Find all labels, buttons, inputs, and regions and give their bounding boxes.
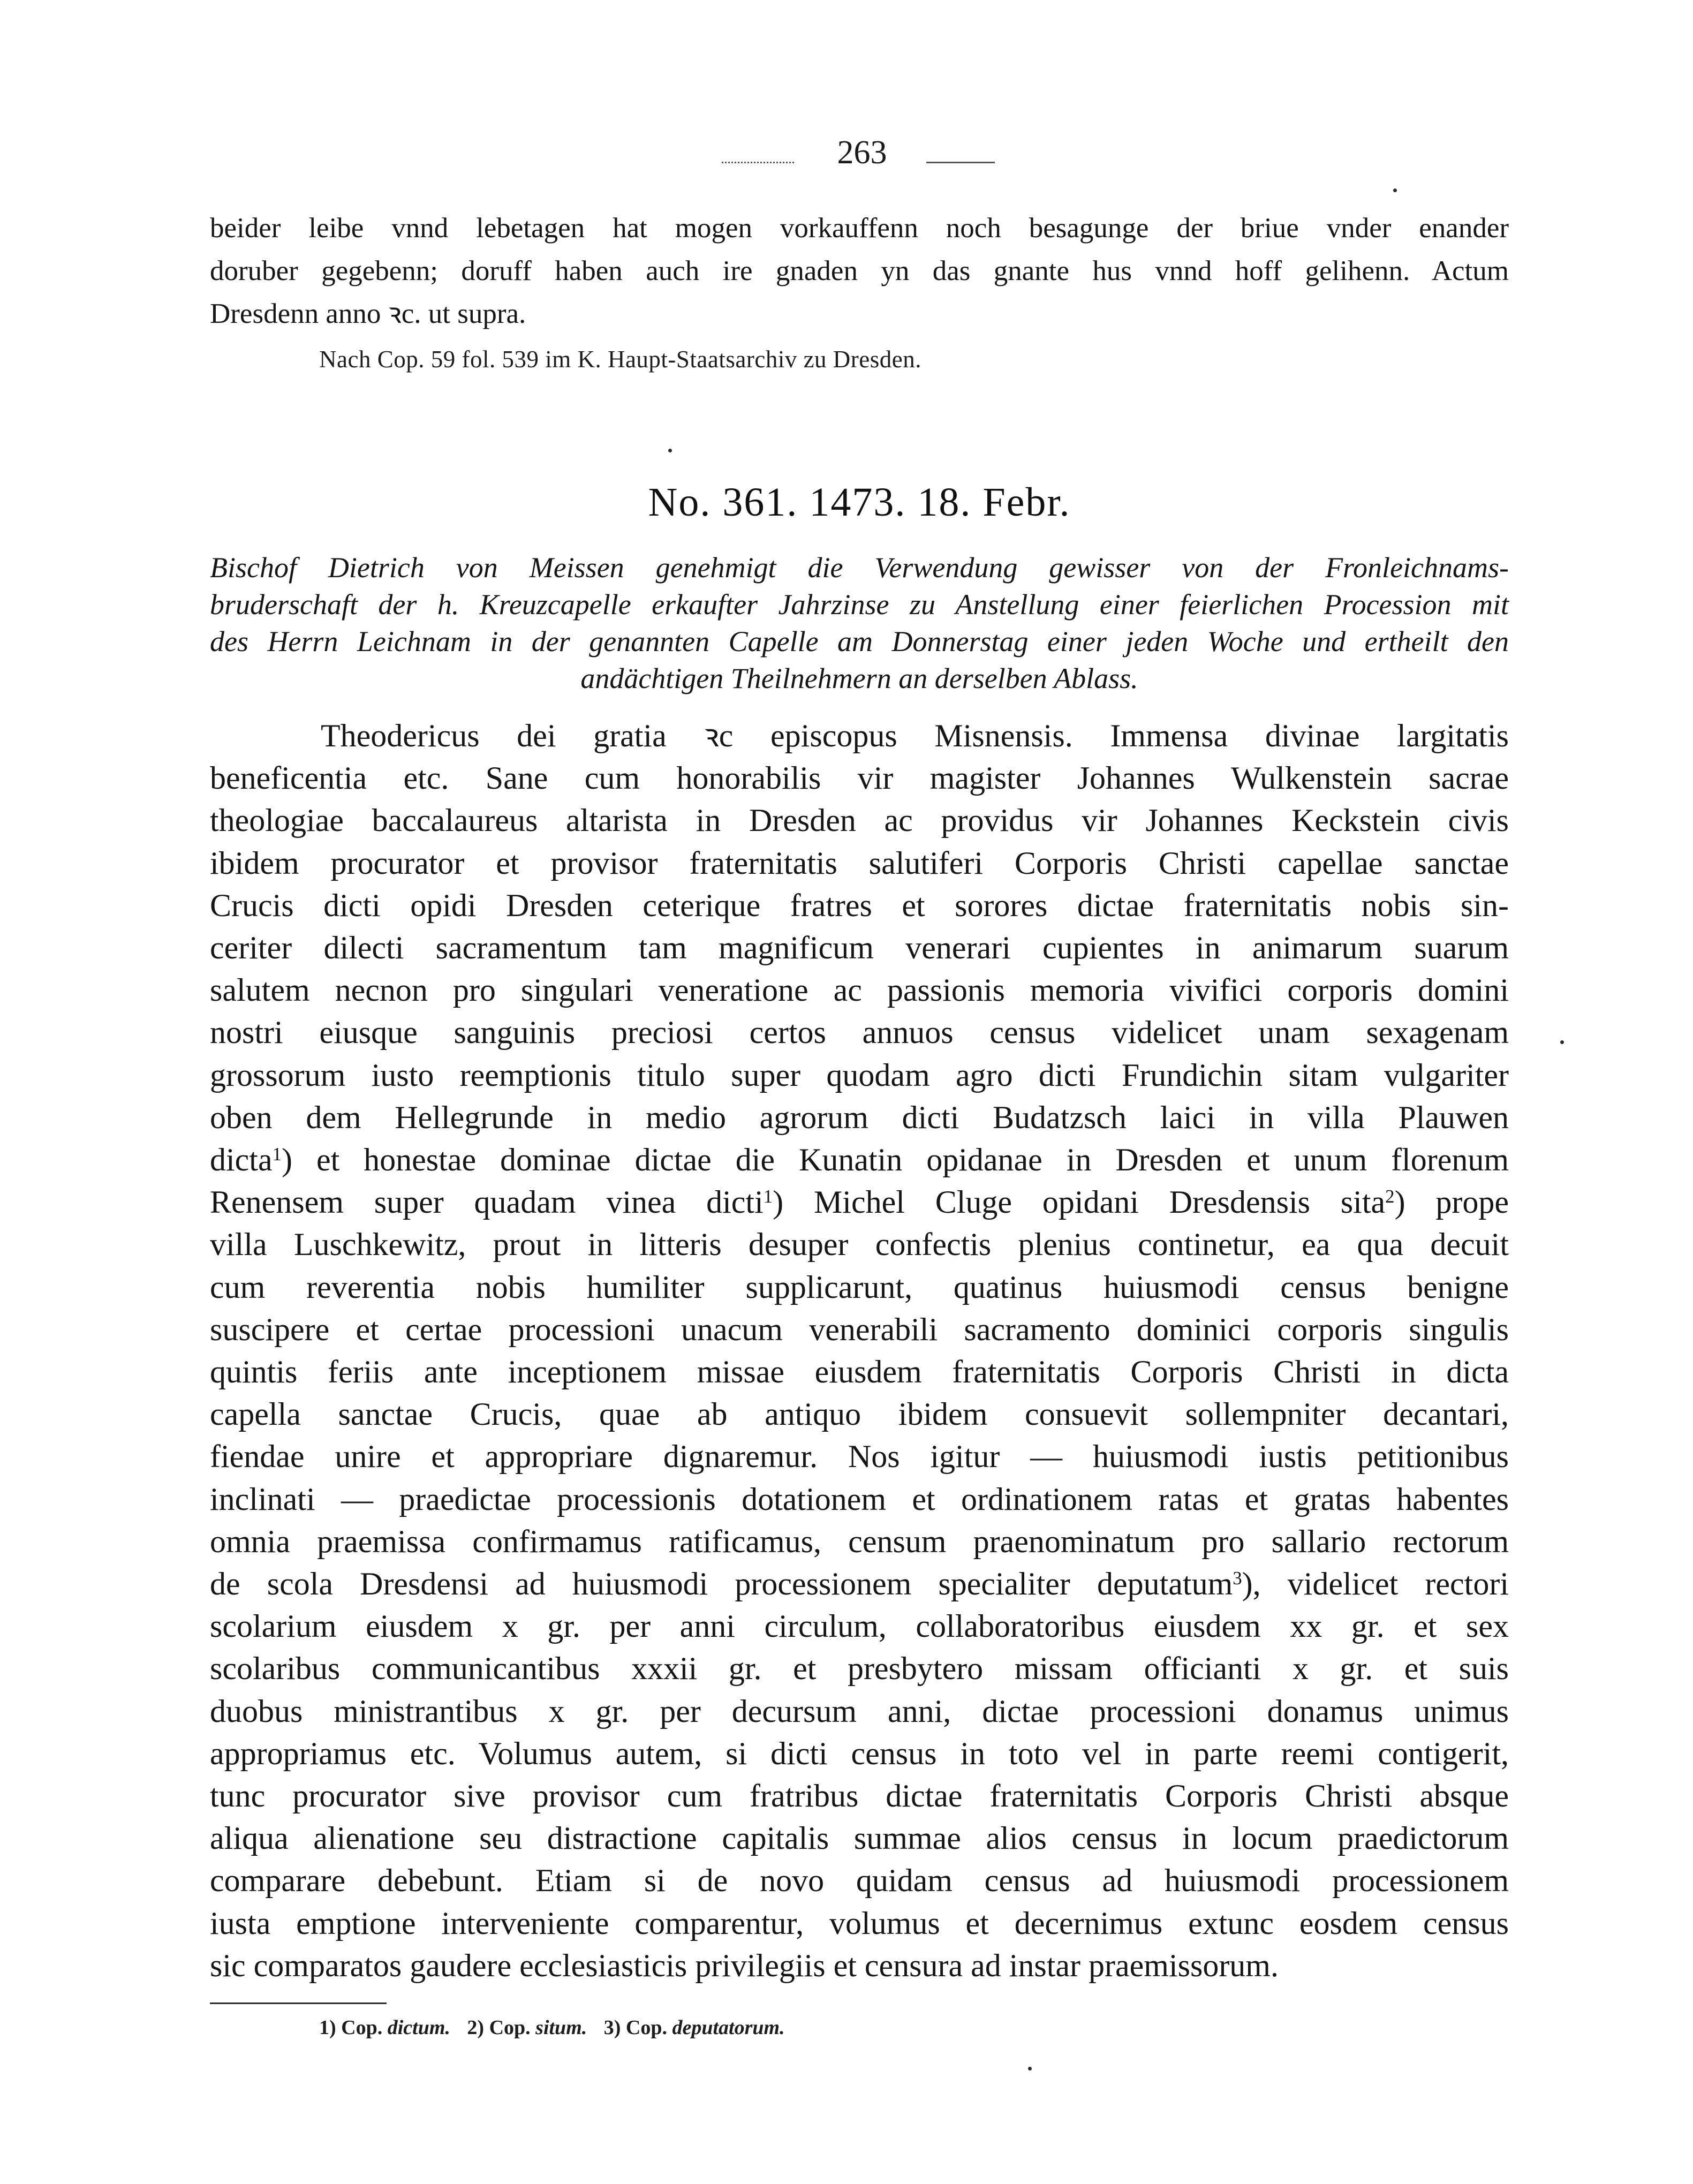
regest: [210, 549, 1509, 697]
footnote-marker: 3: [1233, 1567, 1242, 1589]
text-line: villa Luschkewitz, prout in litteris desuper confectis plenius continetur, ea qua decuit: [210, 1227, 1509, 1263]
footnote: [467, 2016, 587, 2039]
continuation-line: beider leibe vnnd lebetagen hat mogen vorkauffenn noch besagunge der briue vnder enander: [210, 213, 1509, 244]
footnote-label: 1) Cop.: [319, 2016, 383, 2039]
footnotes: [319, 2016, 797, 2039]
footnote-reading: deputatorum.: [672, 2016, 785, 2039]
footnote-label: 2) Cop.: [467, 2016, 531, 2039]
text-line: Renensem super quadam vinea dicti$^1$) Michel Cluge opidani Dresdensis sita$^2$) prope: [210, 1184, 1509, 1220]
text-line: omnia praemissa confirmamus ratificamus, censum praenominatum pro sallario rectorum: [210, 1523, 1509, 1559]
text-line: beneficentia etc. Sane cum honorabilis vir magister Johannes Wulkenstein sacrae: [210, 760, 1509, 796]
regest-line: Bischof Dietrich von Meissen genehmigt die Verwendung gewisser von der Fronleichnams-: [210, 551, 1509, 584]
header-rule-left: [722, 162, 794, 163]
text-line: fiendae unire et appropriare dignaremur. Nos igitur — huiusmodi iustis petitionibus: [210, 1439, 1509, 1475]
page-number: 263: [837, 134, 887, 171]
text-line: salutem necnon pro singulari veneratione ac passionis memoria vivifici corporis domini: [210, 972, 1509, 1008]
text-line: iusta emptione interveniente comparentur, volumus et decernimus extunc eosdem census: [210, 1905, 1509, 1941]
print-speck: [1560, 1040, 1564, 1044]
document-heading: No. 361. 1473. 18. Febr.: [648, 480, 1071, 525]
footnote-reading: situm.: [535, 2016, 587, 2039]
text-line: ibidem procurator et provisor fraternitatis salutiferi Corporis Christi capellae sanctae: [210, 845, 1509, 881]
text-line: cum reverentia nobis humiliter supplicarunt, quatinus huiusmodi census benigne: [210, 1269, 1509, 1305]
text-line: grossorum iusto reemptionis titulo super quodam agro dicti Frundichin sitam vulgariter: [210, 1057, 1509, 1093]
continuation-line: doruber gegebenn; doruff haben auch ire gnaden yn das gnante hus vnnd hoff gelihenn. Actum: [210, 255, 1509, 286]
footnote-marker: 2: [1385, 1186, 1395, 1207]
regest-line: andächtigen Theilnehmern an derselben Ablass.: [580, 662, 1138, 694]
text-line: Crucis dicti opidi Dresden ceterique fratres et sorores dictae fraternitatis nobis sin-: [210, 887, 1509, 923]
footnote-marker: 1: [763, 1186, 773, 1207]
print-speck: [1393, 188, 1397, 192]
text-line: nostri eiusque sanguinis preciosi certos annuos census videlicet unam sexagenam: [210, 1015, 1509, 1051]
text-line: de scola Dresdensi ad huiusmodi processionem specialiter deputatum$^3$), videlicet rectori: [210, 1566, 1509, 1602]
text-line: scolaribus communicantibus xxxii gr. et presbytero missam officianti x gr. et suis: [210, 1651, 1509, 1687]
footnote: [319, 2016, 450, 2039]
regest-line: des Herrn Leichnam in der genannten Capelle am Donnerstag einer jeden Woche und ertheilt den: [210, 625, 1509, 658]
text-line: tunc procurator sive provisor cum fratribus dictae fraternitatis Corporis Christi absque: [210, 1778, 1509, 1814]
text-line: oben dem Hellegrunde in medio agrorum dicti Budatzsch laici in villa Plauwen: [210, 1099, 1509, 1135]
print-speck: [1028, 2067, 1032, 2070]
text-line: dicta$^1$) et honestae dominae dictae die Kunatin opidanae in Dresden et unum florenum: [210, 1142, 1509, 1178]
text-line: comparare debebunt. Etiam si de novo quidam census ad huiusmodi processionem: [210, 1863, 1509, 1899]
text-line: sic comparatos gaudere ecclesiasticis privilegiis et censura ad instar praemissorum.: [210, 1947, 1279, 1983]
text-line: ceriter dilecti sacramentum tam magnificum venerari cupientes in animarum suarum: [210, 930, 1509, 966]
text-line: aliqua alienatione seu distractione capitalis summae alios census in locum praedictorum: [210, 1820, 1509, 1856]
text-line: theologiae baccalaureus altarista in Dresden ac providus vir Johannes Keckstein civis: [210, 803, 1509, 838]
text-line: capella sanctae Crucis, quae ab antiquo ibidem consuevit sollempniter decantari,: [210, 1396, 1509, 1432]
regest-line: bruderschaft der h. Kreuzcapelle erkaufter Jahrzinse zu Anstellung einer feierlichen Procession mit: [210, 588, 1509, 621]
continuation-text: [210, 207, 1509, 335]
footnote: [604, 2016, 785, 2039]
text-line: duobus ministrantibus x gr. per decursum anni, dictae processioni donamus unimus: [210, 1693, 1509, 1729]
footnote-marker: 1: [272, 1143, 282, 1165]
footnote-rule: [210, 2002, 387, 2004]
text-line: Theodericus dei gratia ꝛc episcopus Misnensis. Immensa divinae largitatis: [321, 718, 1509, 753]
text-line: quintis feriis ante inceptionem missae eiusdem fraternitatis Corporis Christi in dicta: [210, 1354, 1509, 1390]
text-line: scolarium eiusdem x gr. per anni circulum, collaboratoribus eiusdem xx gr. et sex: [210, 1608, 1509, 1644]
footnote-label: 3) Cop.: [603, 2016, 667, 2039]
source-note: Nach Cop. 59 fol. 539 im K. Haupt-Staatsarchiv zu Dresden.: [319, 346, 921, 373]
print-speck: [668, 449, 672, 452]
header-rule-right: [926, 162, 995, 163]
continuation-line: Dresdenn anno ꝛc. ut supra.: [210, 298, 526, 329]
text-line: inclinati — praedictae processionis dotationem et ordinationem ratas et gratas habentes: [210, 1481, 1509, 1517]
text-line: appropriamus etc. Volumus autem, si dicti census in toto vel in parte reemi contigerit,: [210, 1735, 1509, 1771]
footnote-reading: dictum.: [387, 2016, 450, 2039]
document-text: [210, 715, 1509, 1987]
text-line: suscipere et certae processioni unacum venerabili sacramento dominici corporis singulis: [210, 1311, 1509, 1347]
